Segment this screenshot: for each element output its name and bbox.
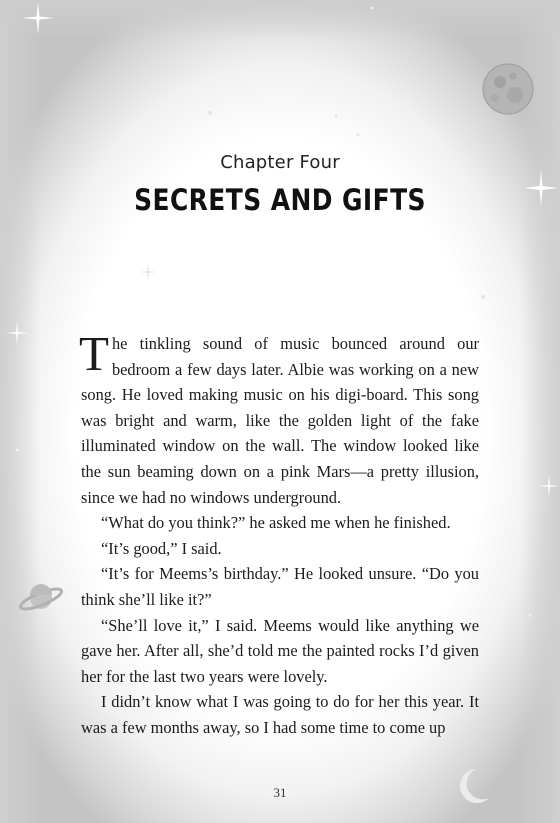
page-number: 31 <box>273 785 287 800</box>
paragraph-3: “It’s good,” I said. <box>101 538 222 558</box>
paragraph-2: “What do you think?” he asked me when he finished. <box>101 513 451 533</box>
chapter-label: Chapter Four <box>220 152 340 173</box>
saturn-planet-icon <box>16 578 66 618</box>
moon-planet-icon <box>480 62 536 116</box>
paragraph-4: “It’s for Meems’s birthday.” He looked unsure. “Do you think she’ll like it?” <box>81 564 479 609</box>
drop-cap: T <box>79 326 109 381</box>
paragraph-6: I didn’t know what I was going to do for her this year. It was a few months away, so I had some time to come up <box>81 692 479 737</box>
paragraph-5: “She’ll love it,” I said. Meems would like anything we gave her. After all, she’d told me the painted rocks I’d given her for the last two years were lovely. <box>81 615 479 686</box>
chapter-title: SECRETS AND GIFTS <box>134 183 426 217</box>
chapter-body <box>79 326 479 741</box>
paragraph-1-text: he tinkling sound of music bounced around our bedroom a few days later. Albie was working on a new song. He loved making music on his digi-board. This song was bright and warm, like the golden light of the fake illuminated window on the wall. The window looked like the sun beaming down on a pink Mars—a pretty illusion, since we had no windows underground. <box>81 334 479 507</box>
paragraph-1 <box>79 326 479 510</box>
